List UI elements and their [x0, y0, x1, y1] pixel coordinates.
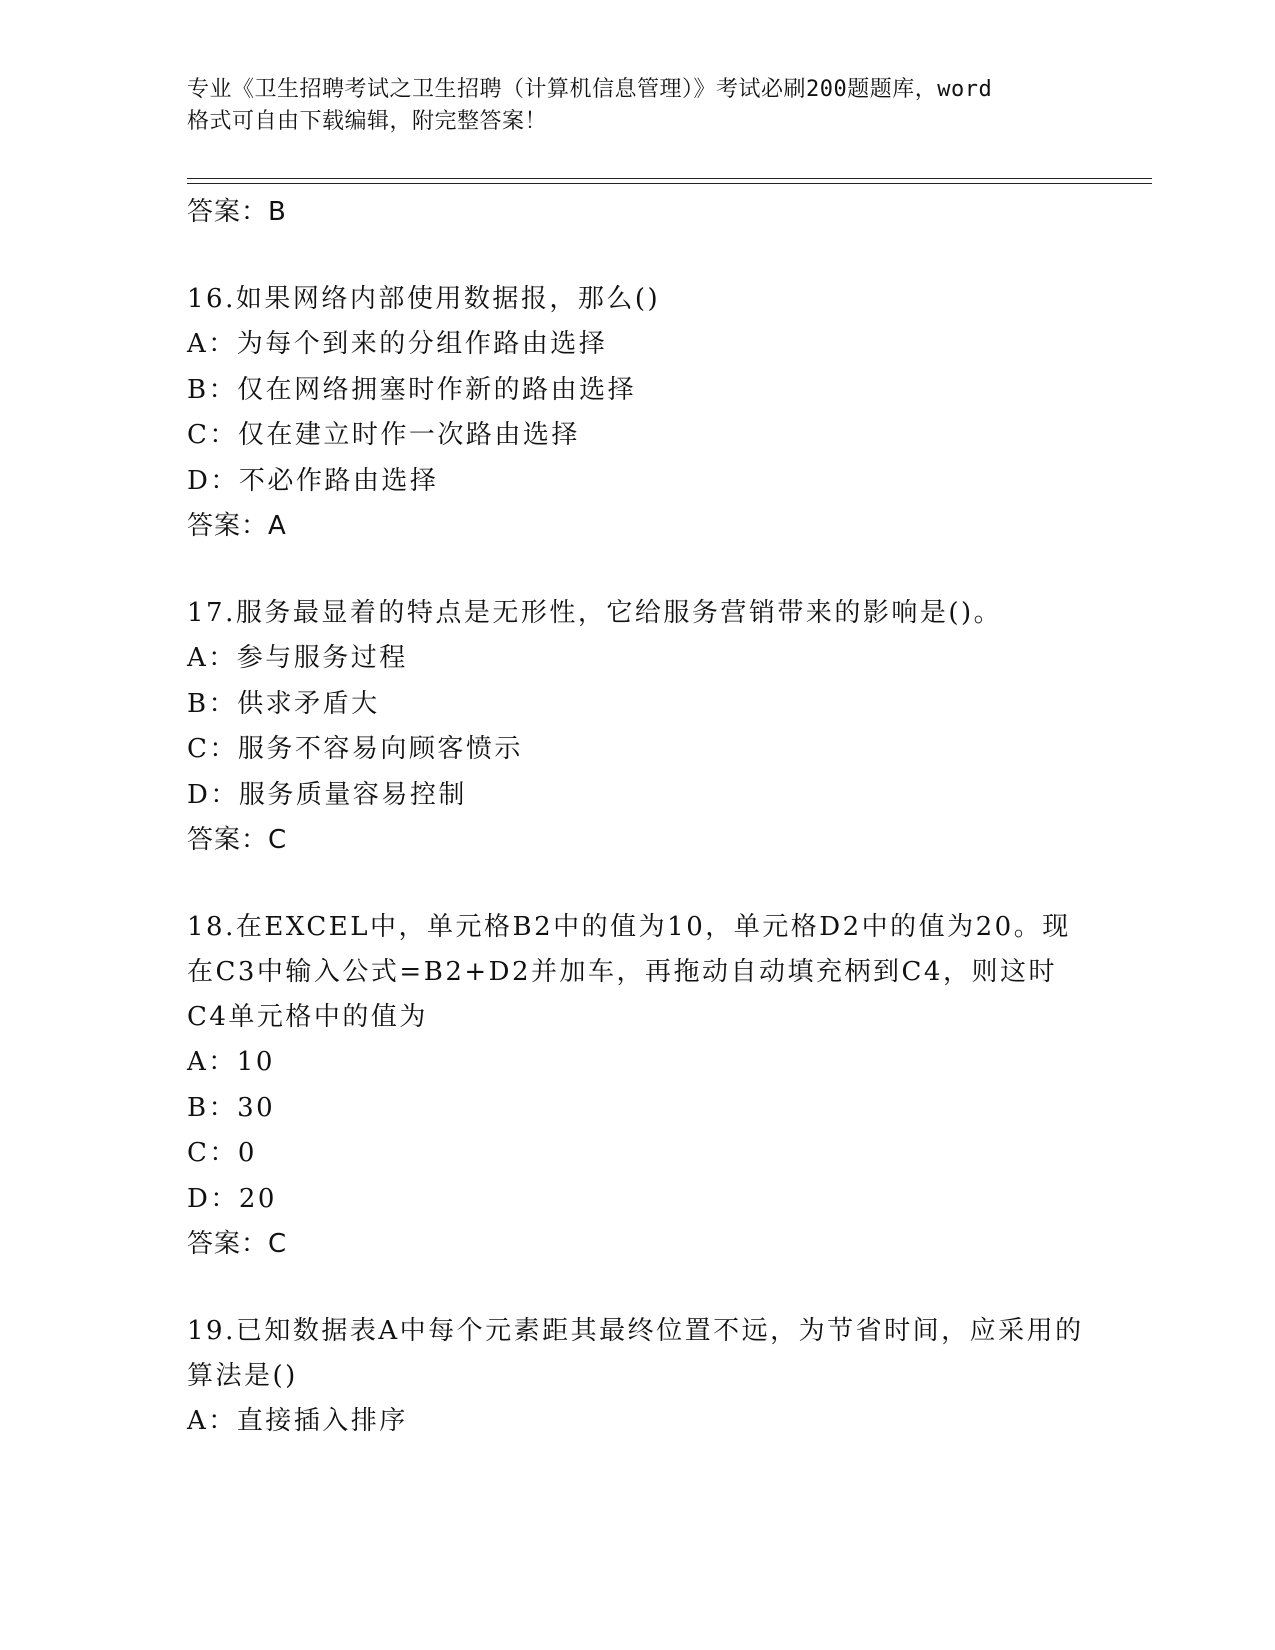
question-19: [187, 1309, 1087, 1445]
question-17: [187, 591, 1087, 862]
header-line-2: 格式可自由下载编辑，附完整答案！: [187, 109, 548, 134]
question-18-answer: 答案：C: [187, 1229, 288, 1259]
question-18-option-b: B：30: [187, 1092, 276, 1123]
question-17-option-a: A：参与服务过程: [187, 643, 408, 673]
document-header: [187, 74, 1087, 138]
question-18-option-c: C：0: [187, 1138, 257, 1168]
question-16-option-c: C：仅在建立时作一次路由选择: [187, 420, 580, 450]
question-16-option-a: A：为每个到来的分组作路由选择: [187, 329, 608, 359]
question-18: [187, 905, 1087, 1266]
question-17-text: 17.服务最显着的特点是无形性，它给服务营销带来的影响是()。: [187, 598, 1003, 628]
answer-15: 答案：B: [187, 197, 287, 227]
question-19-option-a: A：直接插入排序: [187, 1406, 408, 1436]
question-17-answer: 答案：C: [187, 825, 288, 855]
question-17-option-d: D：服务质量容易控制: [187, 779, 467, 810]
question-16: [187, 277, 1087, 548]
question-16-option-b: B：仅在网络拥塞时作新的路由选择: [187, 374, 637, 405]
question-19-text: 19.已知数据表A中每个元素距其最终位置不远，为节省时间，应采用的算法是(): [187, 1316, 1084, 1391]
header-rule-bottom: [187, 183, 1152, 184]
header-rule-top: [187, 178, 1152, 179]
document-body: [187, 190, 1087, 1445]
question-16-option-d: D：不必作路由选择: [187, 465, 439, 496]
question-17-option-b: B：供求矛盾大: [187, 688, 380, 719]
header-line-1: 专业《卫生招聘考试之卫生招聘（计算机信息管理）》考试必刷200题题库，word: [187, 77, 993, 102]
question-16-text: 16.如果网络内部使用数据报，那么(): [187, 284, 661, 314]
question-18-option-a: A：10: [187, 1047, 275, 1077]
question-17-option-c: C：服务不容易向顾客愤示: [187, 734, 523, 764]
question-16-answer: 答案：A: [187, 511, 287, 541]
question-18-text: 18.在EXCEL中，单元格B2中的值为10，单元格D2中的值为20。现在C3中输入公式=B2+D2并加车，再拖动自动填充柄到C4，则这时C4单元格中的值为: [187, 912, 1071, 1032]
question-18-option-d: D：20: [187, 1183, 277, 1214]
